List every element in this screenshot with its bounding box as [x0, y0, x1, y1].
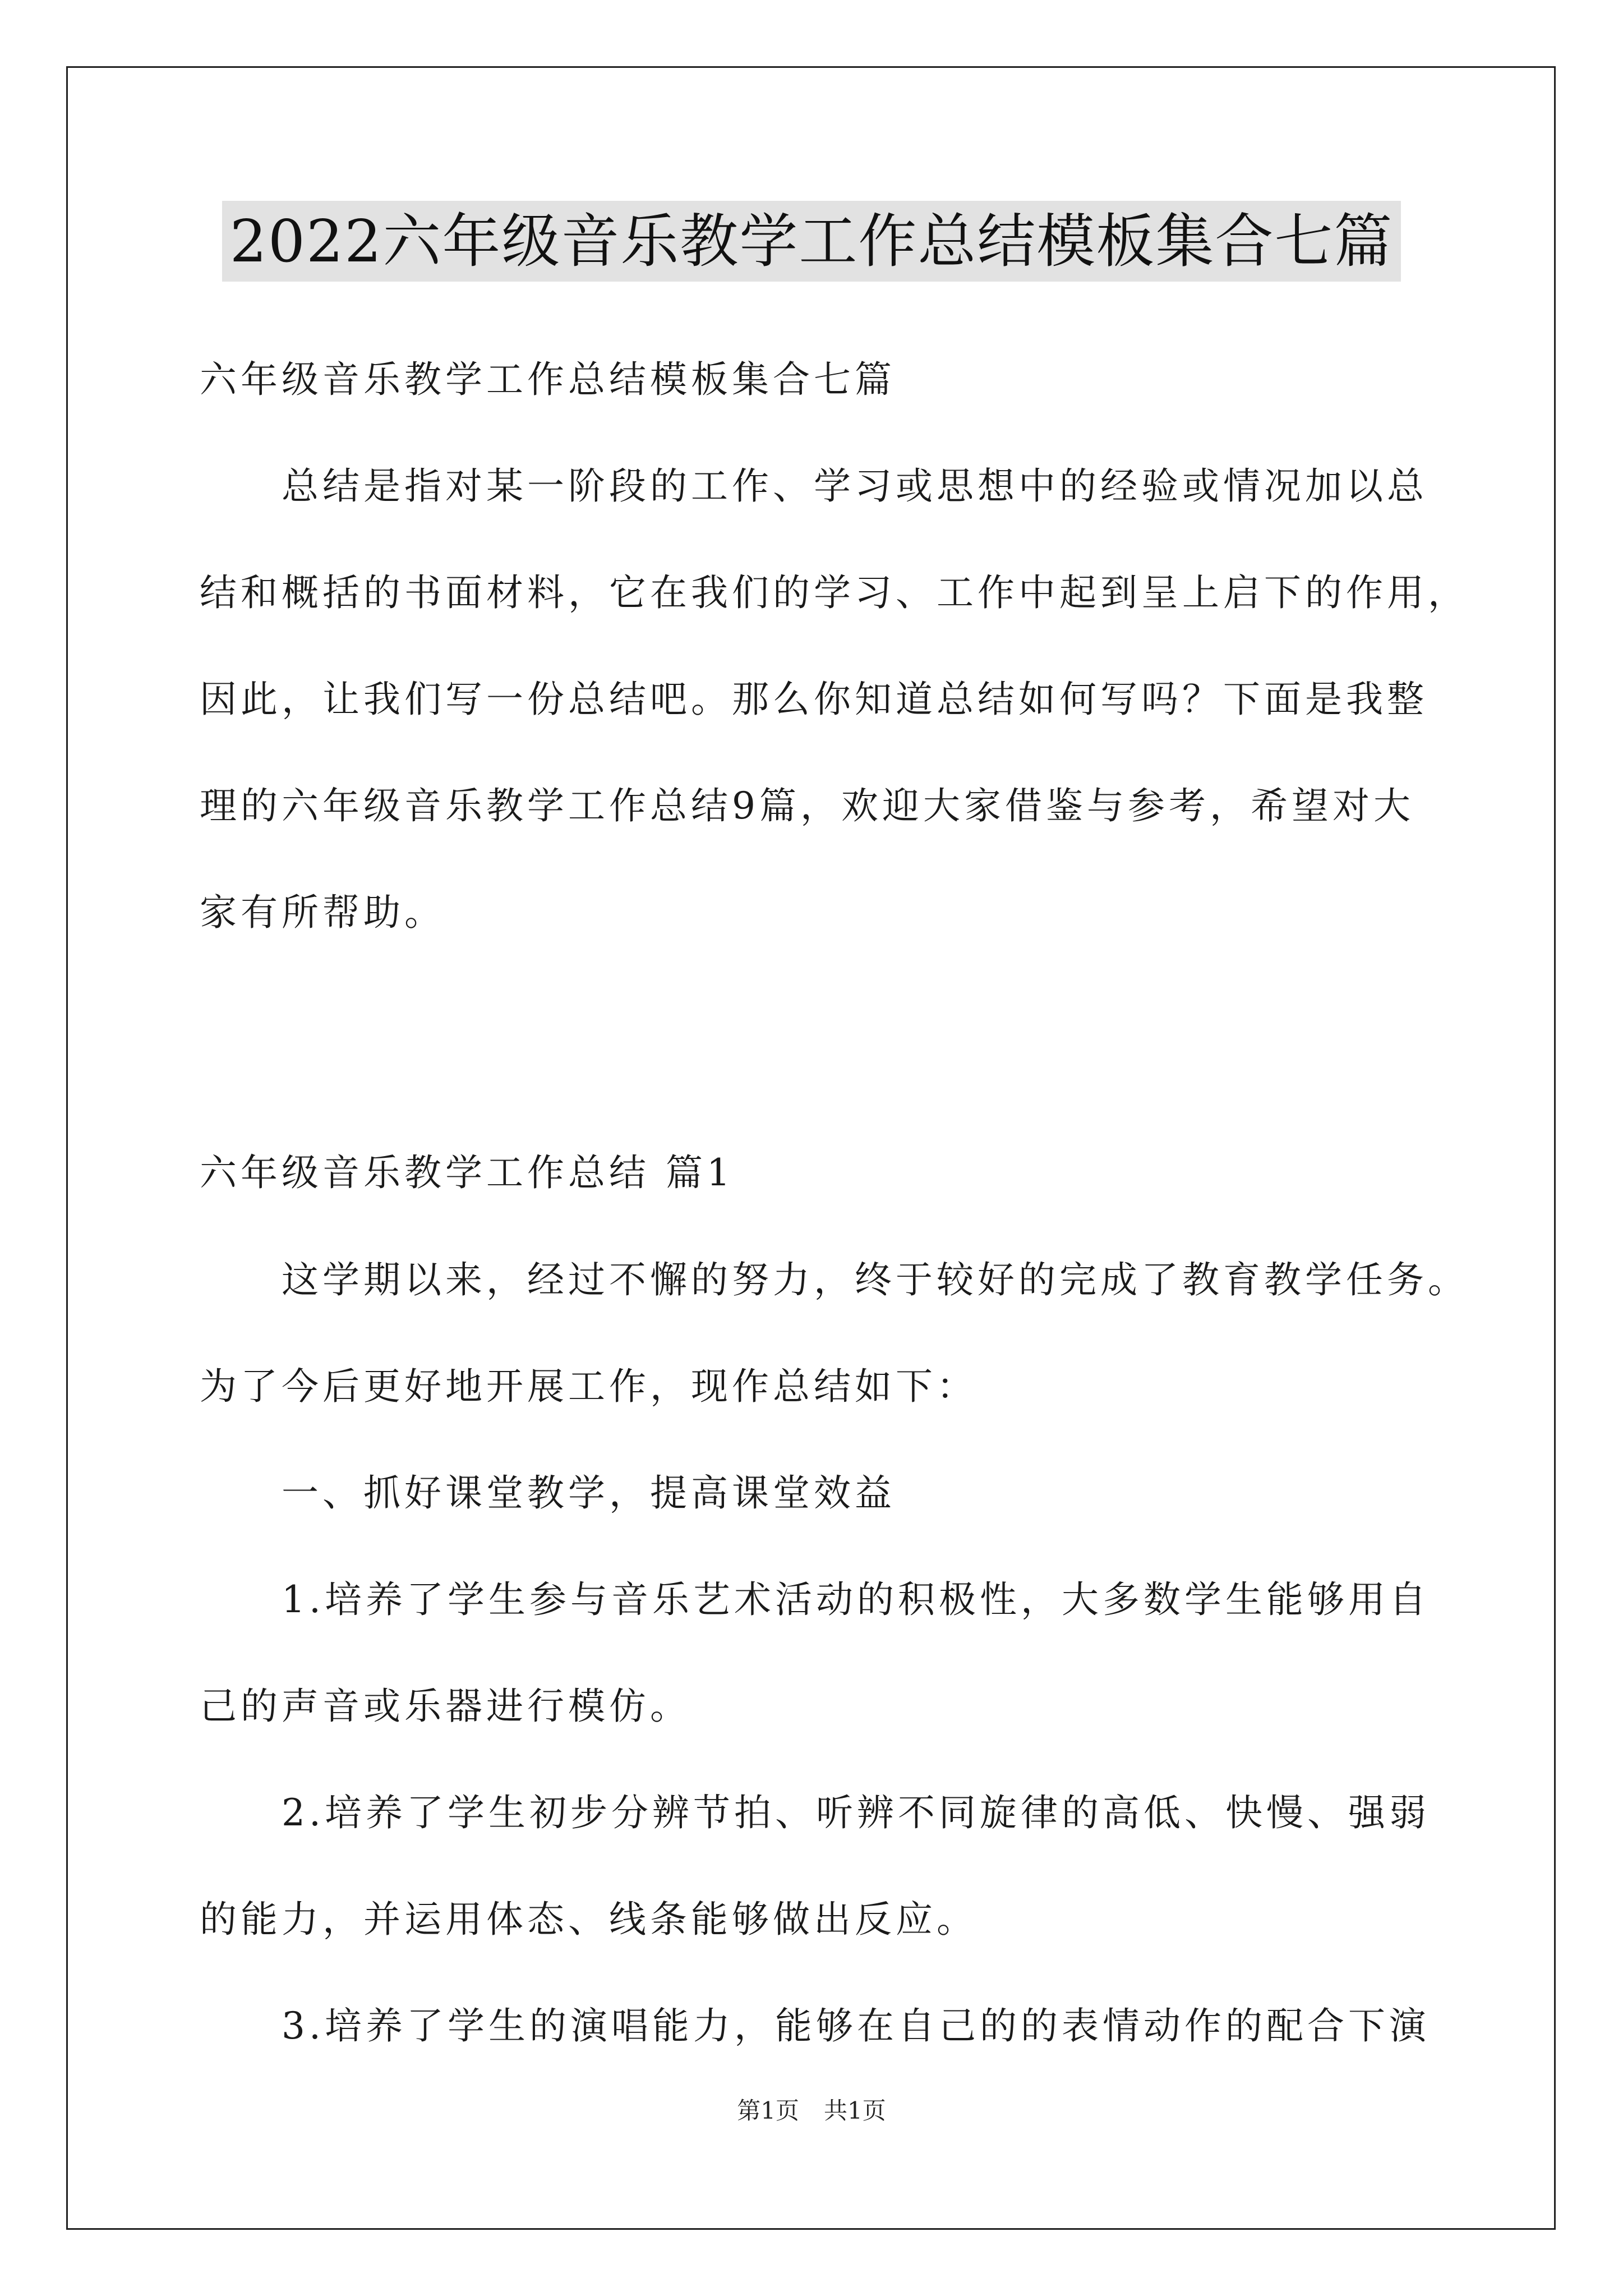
page-footer [0, 2095, 1623, 2127]
intro-line: 理的六年级音乐教学工作总结9篇，欢迎大家借鉴与参考，希望对大 [200, 784, 1414, 827]
page-number: 第1页 [737, 2097, 799, 2124]
body-line: 这学期以来，经过不懈的努力，终于较好的完成了教育教学任务。 [282, 1258, 1469, 1301]
body-line: 己的声音或乐器进行模仿。 [200, 1685, 691, 1728]
body-line: 的能力，并运用体态、线条能够做出反应。 [200, 1898, 978, 1941]
body-line: 2.培养了学生初步分辨节拍、听辨不同旋律的高低、快慢、强弱 [282, 1791, 1430, 1834]
intro-line: 结和概括的书面材料，它在我们的学习、工作中起到呈上启下的作用， [200, 571, 1469, 614]
body-line: 一、抓好课堂教学，提高课堂效益 [282, 1471, 896, 1515]
body-line: 1.培养了学生参与音乐艺术活动的积极性，大多数学生能够用自 [282, 1578, 1430, 1621]
intro-line: 家有所帮助。 [200, 891, 445, 934]
intro-line: 总结是指对某一阶段的工作、学习或思想中的经验或情况加以总 [282, 464, 1428, 508]
document-title: 2022六年级音乐教学工作总结模板集合七篇 [222, 201, 1401, 282]
subtitle: 六年级音乐教学工作总结模板集合七篇 [200, 358, 896, 401]
intro-line: 因此，让我们写一份总结吧。那么你知道总结如何写吗？下面是我整 [200, 678, 1428, 721]
section-heading: 六年级音乐教学工作总结 篇1 [200, 1151, 734, 1194]
title-area [0, 201, 1623, 282]
body-line: 为了今后更好地开展工作，现作总结如下： [200, 1365, 978, 1408]
body-line: 3.培养了学生的演唱能力，能够在自己的的表情动作的配合下演 [282, 2004, 1430, 2047]
page-total: 共1页 [824, 2097, 886, 2124]
